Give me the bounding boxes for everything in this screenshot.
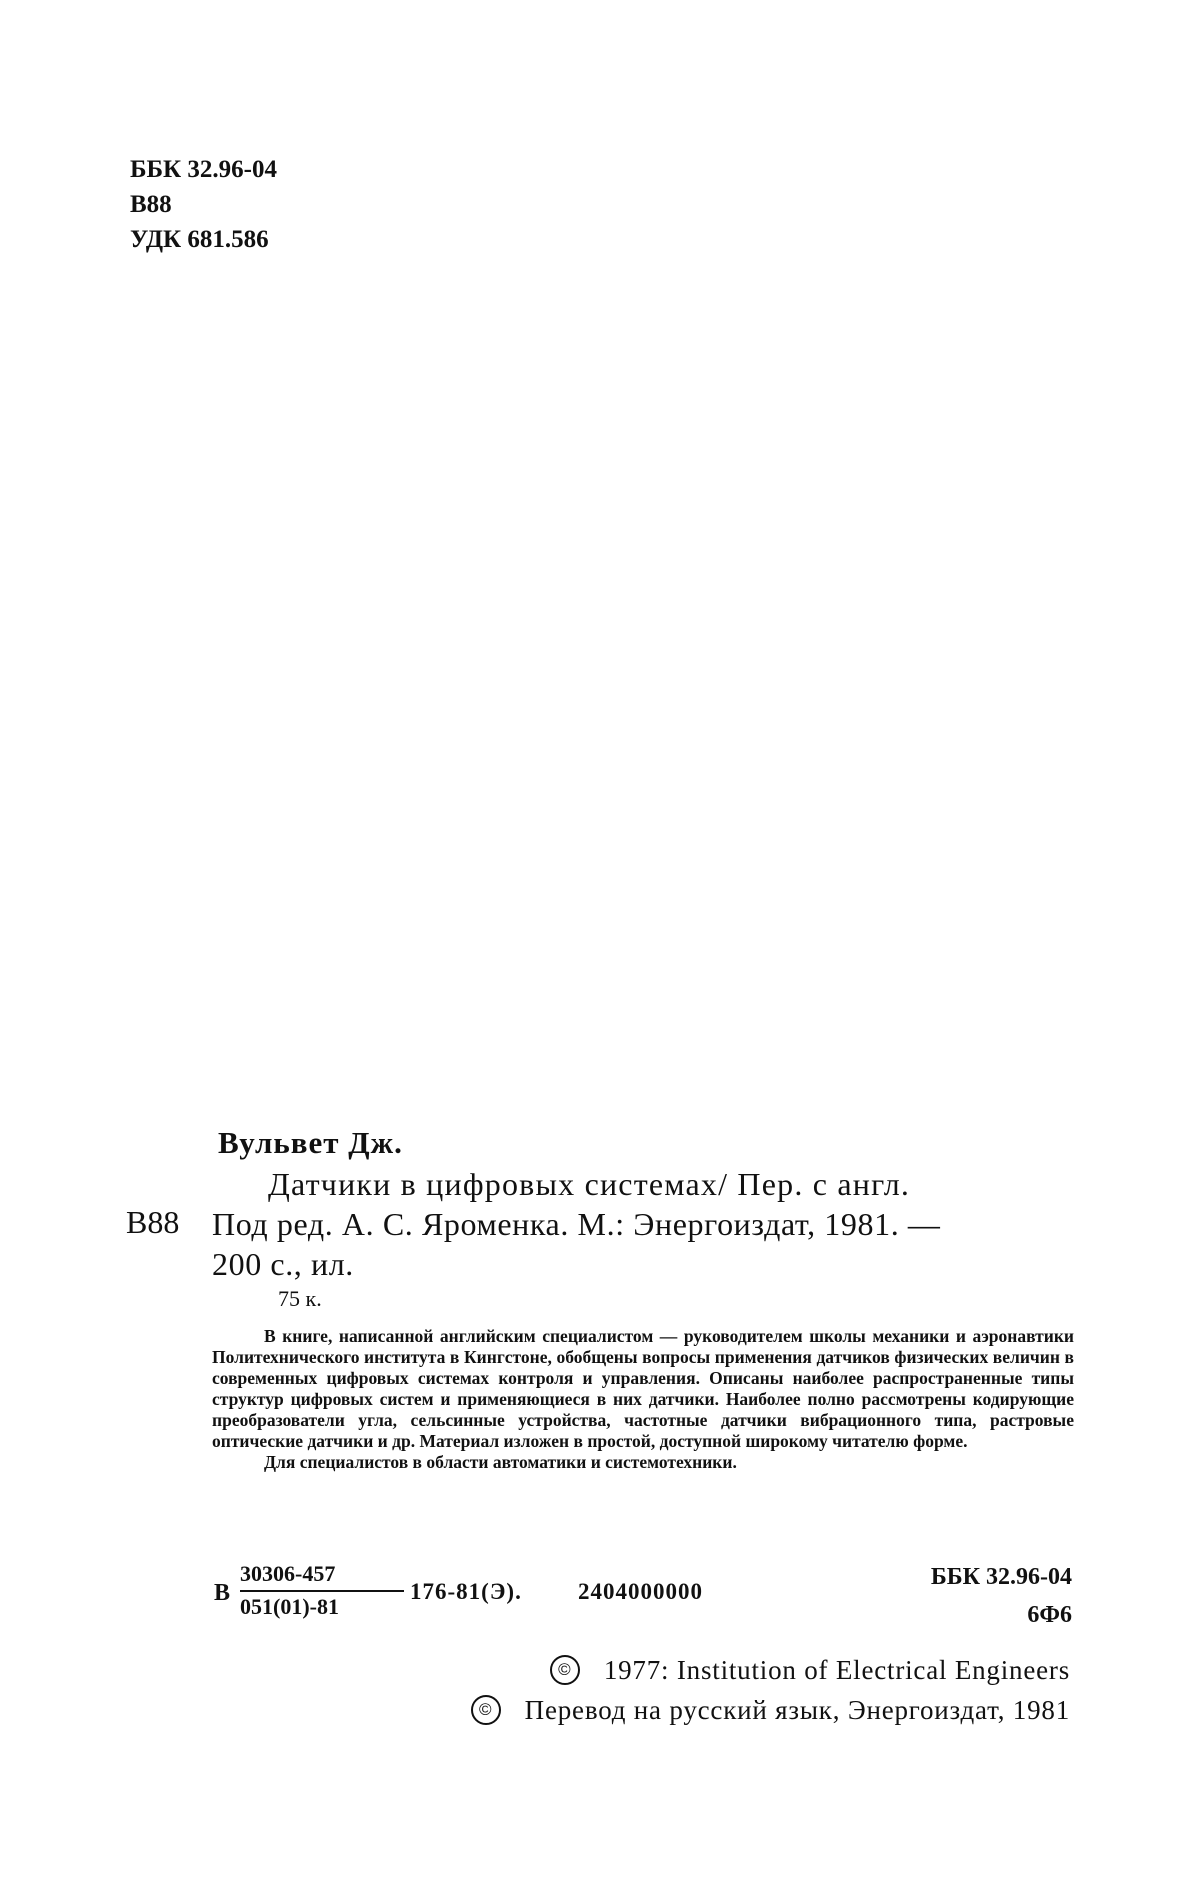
copyright-original	[471, 1650, 1070, 1690]
copyright-block	[471, 1650, 1070, 1730]
fraction-line	[240, 1590, 404, 1592]
bbk-right-code: ББК 32.96-04	[930, 1564, 1072, 1590]
catalog-code-denominator: 051(01)-81	[240, 1594, 339, 1619]
copyright-translation-text: Перевод на русский язык, Энергоиздат, 1981	[524, 1695, 1070, 1725]
title-line-3: 200 с., ил.	[212, 1246, 354, 1282]
catalog-left-code: В88	[126, 1204, 180, 1240]
book-author: Вульвет Дж.	[218, 1125, 403, 1160]
bbk-right-block	[931, 1558, 1072, 1634]
bbk-code: ББК 32.96-04	[130, 156, 278, 183]
copyright-icon: ©	[550, 1655, 580, 1685]
author-code: В88	[130, 191, 172, 218]
annotation-audience: Для специалистов в области автоматики и системотехники.	[264, 1452, 737, 1472]
classification-codes	[130, 152, 277, 257]
book-price: 75 к.	[278, 1286, 322, 1311]
title-line-2: Под ред. А. С. Яроменка. М.: Энергоиздат, 1981. —	[212, 1206, 941, 1242]
book-annotation	[212, 1326, 1074, 1473]
catalog-code-number: 2404000000	[578, 1579, 703, 1604]
book-title-block	[212, 1164, 941, 1284]
udk-code: УДК 681.586	[130, 226, 269, 253]
title-line-1: Датчики в цифровых системах/ Пер. с англ.	[268, 1166, 911, 1202]
copyright-original-text: 1977: Institution of Electrical Engineers	[603, 1655, 1070, 1685]
copyright-translation	[471, 1690, 1070, 1730]
catalog-code-letter: В	[214, 1580, 231, 1606]
bbk-right-index: 6Ф6	[1027, 1602, 1072, 1628]
annotation-paragraph: В книге, написанной английским специалистом — руководителем школы механики и аэронавтики Политехнического института в Кингстоне, обобщены вопросы применения датчиков физических величин в современных цифровых системах контроля и управления. Описаны наиболее распространенные типы структур цифровых систем и применяющиеся в них датчики. Наиболее полно рассмотрены кодирующие преобразователи угла, сельсинные устройства, частотные датчики вибрационного типа, растровые оптические датчики и др. Материал изложен в простой, доступной широкому читателю форме.	[212, 1326, 1074, 1451]
catalog-code-numerator: 30306-457	[240, 1561, 336, 1586]
copyright-icon: ©	[471, 1695, 501, 1725]
catalog-code-suffix: 176-81(Э).	[410, 1579, 522, 1604]
